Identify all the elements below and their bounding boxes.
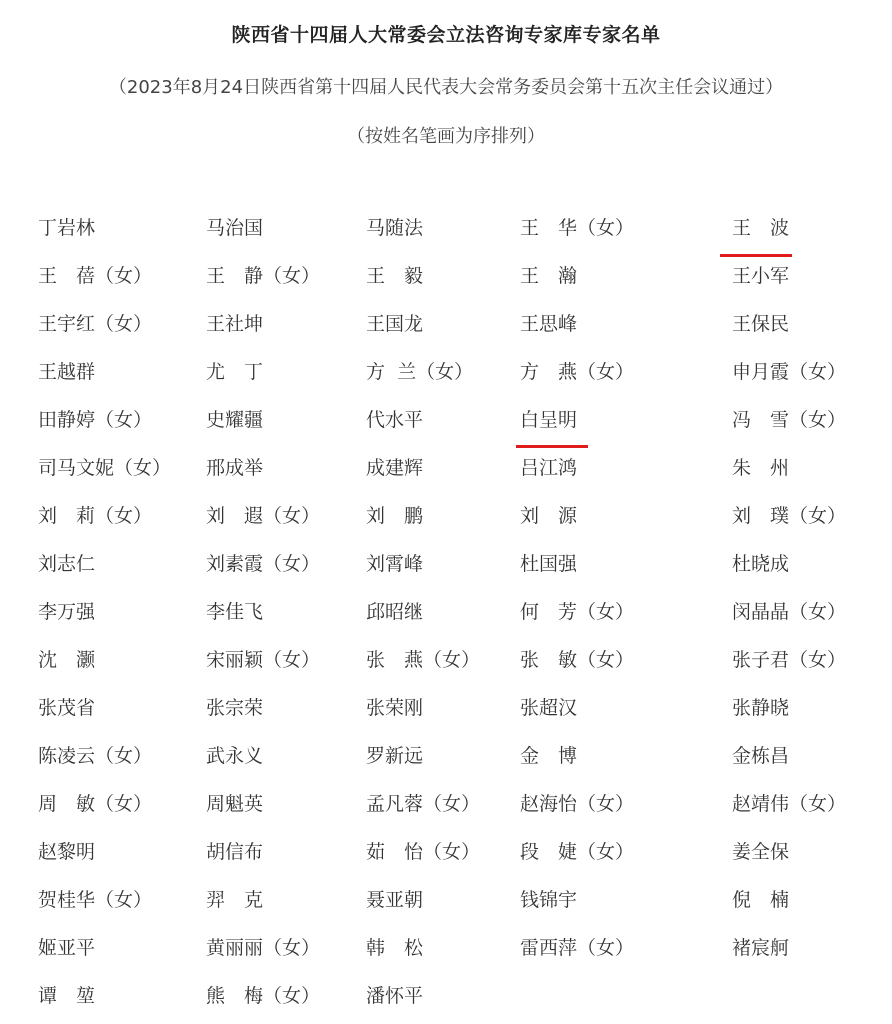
expert-name: 张荣刚 [366,697,424,719]
expert-name: 刘 源 [520,505,578,527]
expert-name: 韩 松 [366,937,424,959]
expert-name: 方 燕（女） [520,361,635,383]
expert-name: 刘志仁 [38,553,96,575]
expert-name: 李万强 [38,601,96,623]
expert-name: 杜国强 [520,553,578,575]
expert-name: 邢成举 [206,457,264,479]
expert-name: 申月霞（女） [732,361,847,383]
expert-name: 陈凌云（女） [38,745,153,767]
expert-name: 宋丽颖（女） [206,649,321,671]
expert-name: 刘 莉（女） [38,505,153,527]
expert-name: 史耀疆 [206,409,264,431]
expert-name: 王国龙 [366,313,424,335]
expert-name: 王宇红（女） [38,313,153,335]
expert-name: 王 静（女） [206,265,321,287]
expert-name: 张超汉 [520,697,578,719]
expert-name: 谭 堃 [38,985,96,1007]
expert-name: 潘怀平 [366,985,424,1007]
expert-name: 钱锦宇 [520,889,578,911]
expert-name: 朱 州 [732,457,790,479]
expert-name: 张静晓 [732,697,790,719]
document-subtitle: （2023年8月24日陕西省第十四届人民代表大会常务委员会第十五次主任会议通过） [108,77,784,98]
expert-name: 褚宸舸 [732,937,790,959]
expert-name: 王思峰 [520,313,578,335]
expert-name: 张茂省 [38,697,96,719]
expert-name: 王保民 [732,313,790,335]
document-title: 陕西省十四届人大常委会立法咨询专家库专家名单 [231,24,661,46]
expert-name: 张 燕（女） [366,649,481,671]
expert-name: 王 华（女） [520,217,635,239]
expert-name: 沈 灏 [38,649,96,671]
expert-name: 马随法 [366,217,424,239]
expert-name: 周魁英 [206,793,264,815]
expert-name: 白呈明 [520,409,578,431]
expert-name: 贺桂华（女） [38,889,153,911]
expert-name: 姬亚平 [38,937,96,959]
expert-name: 司马文妮（女） [38,457,172,479]
expert-name: 闵晶晶（女） [732,601,847,623]
expert-name: 代水平 [366,409,424,431]
expert-name: 李佳飞 [206,601,264,623]
expert-name: 成建辉 [366,457,424,479]
expert-name: 王社坤 [206,313,264,335]
expert-name: 吕江鸿 [520,457,578,479]
expert-name: 金 博 [520,745,578,767]
expert-name: 张宗荣 [206,697,264,719]
expert-name: 冯 雪（女） [732,409,847,431]
expert-name: 王 瀚 [520,265,578,287]
expert-name: 刘 璞（女） [732,505,847,527]
highlight-underline-wang-bo [720,254,792,257]
expert-name: 罗新远 [366,745,424,767]
expert-name: 王小军 [732,265,790,287]
sort-note: （按姓名笔画为序排列） [347,126,545,147]
expert-name: 刘 鹏 [366,505,424,527]
highlight-underline-bai-chengming [516,445,588,448]
expert-name: 孟凡蓉（女） [366,793,481,815]
expert-name: 羿 克 [206,889,264,911]
expert-name: 赵黎明 [38,841,96,863]
expert-name: 尤 丁 [206,361,264,383]
expert-name: 丁岩林 [38,217,96,239]
expert-name: 赵海怡（女） [520,793,635,815]
expert-name: 周 敏（女） [38,793,153,815]
expert-name: 刘素霞（女） [206,553,321,575]
expert-name: 何 芳（女） [520,601,635,623]
expert-name: 张子君（女） [732,649,847,671]
expert-name: 聂亚朝 [366,889,424,911]
expert-name: 王越群 [38,361,96,383]
expert-name: 雷西萍（女） [520,937,635,959]
expert-name: 倪 楠 [732,889,790,911]
expert-name: 刘 遐（女） [206,505,321,527]
expert-name: 王 蓓（女） [38,265,153,287]
expert-name: 王 波 [732,217,790,239]
expert-name: 茹 怡（女） [366,841,481,863]
expert-name: 黄丽丽（女） [206,937,321,959]
expert-name: 武永义 [206,745,264,767]
expert-name: 马治国 [206,217,264,239]
expert-name: 段 婕（女） [520,841,635,863]
expert-name: 熊 梅（女） [206,985,321,1007]
expert-name: 杜晓成 [732,553,790,575]
expert-name: 邱昭继 [366,601,424,623]
expert-name: 田静婷（女） [38,409,153,431]
expert-name: 姜全保 [732,841,790,863]
expert-name: 张 敏（女） [520,649,635,671]
expert-name: 方 兰（女） [366,361,474,383]
expert-name: 金栋昌 [732,745,790,767]
expert-name: 赵靖伟（女） [732,793,847,815]
expert-name: 胡信布 [206,841,264,863]
expert-name: 刘霄峰 [366,553,424,575]
expert-name: 王 毅 [366,265,424,287]
